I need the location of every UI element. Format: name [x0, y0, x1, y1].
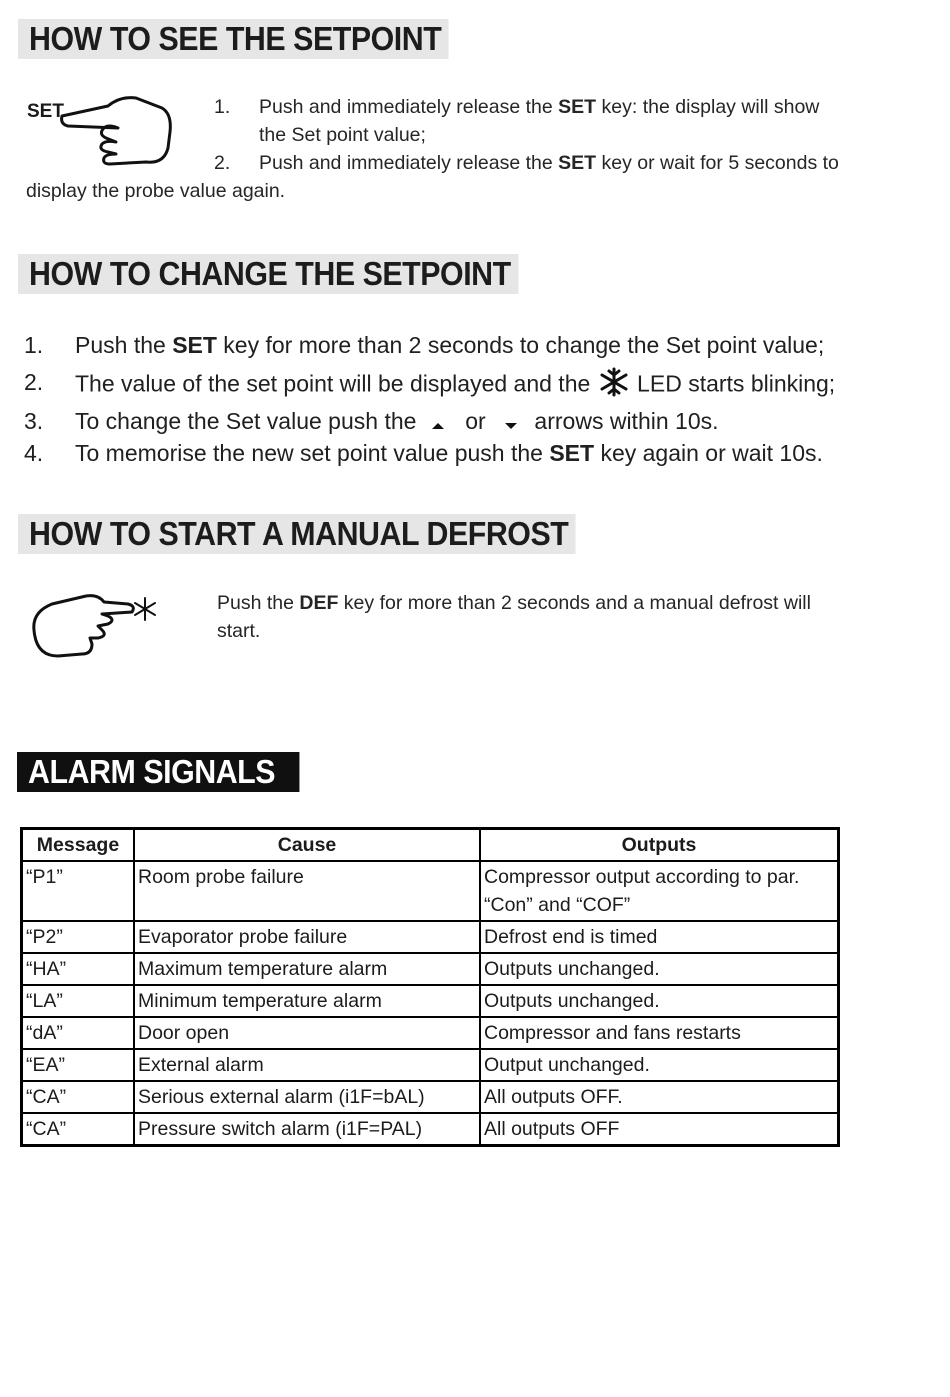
arrow-down-icon — [504, 408, 518, 438]
cause-cell: Serious external alarm (i1F=bAL) — [134, 1081, 480, 1113]
cause-cell: Room probe failure — [134, 861, 480, 921]
set-key-label: SET — [27, 101, 64, 122]
section-title-see-setpoint: HOW TO SEE THE SETPOINT — [18, 19, 449, 59]
outputs-cell: Outputs unchanged. — [480, 985, 839, 1017]
table-row — [22, 1049, 839, 1081]
pointing-hand-icon — [58, 92, 178, 168]
change-step-2-text: The value of the set point will be displayed and the LED starts blinking; — [75, 367, 835, 404]
snowflake-icon — [597, 367, 631, 404]
message-cell: “P1” — [22, 861, 135, 921]
arrow-up-icon — [431, 408, 445, 438]
table-row — [22, 1017, 839, 1049]
outputs-cell: Defrost end is timed — [480, 921, 839, 953]
see-step-2-number: 2. — [214, 152, 231, 174]
change-step-1-text: Push the SET key for more than 2 seconds to change the Set point value; — [75, 332, 825, 358]
change-step-3-number: 3. — [24, 408, 44, 434]
pointing-hand-defrost-icon — [28, 590, 168, 662]
message-cell: “LA” — [22, 985, 135, 1017]
table-row — [22, 985, 839, 1017]
section-title-change-setpoint: HOW TO CHANGE THE SETPOINT — [18, 254, 518, 294]
cause-cell: Pressure switch alarm (i1F=PAL) — [134, 1113, 480, 1146]
message-cell: “CA” — [22, 1113, 135, 1146]
message-cell: “CA” — [22, 1081, 135, 1113]
defrost-text: Push the DEF key for more than 2 seconds and a manual defrost will — [217, 592, 811, 614]
change-step-1-number: 1. — [24, 332, 44, 358]
change-step-4-text: To memorise the new set point value push the SET key again or wait 10s. — [75, 440, 823, 466]
column-header-outputs: Outputs — [480, 829, 839, 862]
see-step-1-text: Push and immediately release the SET key: the display will show — [259, 96, 820, 118]
see-step-1-number: 1. — [214, 96, 231, 118]
section-title-manual-defrost: HOW TO START A MANUAL DEFROST — [18, 514, 576, 554]
table-row — [22, 1113, 839, 1146]
table-row — [22, 921, 839, 953]
column-header-message: Message — [22, 829, 135, 862]
cause-cell: External alarm — [134, 1049, 480, 1081]
table-row — [22, 861, 839, 921]
section-title-alarm-signals: ALARM SIGNALS — [17, 752, 299, 792]
message-cell: “dA” — [22, 1017, 135, 1049]
cause-cell: Evaporator probe failure — [134, 921, 480, 953]
message-cell: “P2” — [22, 921, 135, 953]
change-step-2-number: 2. — [24, 369, 44, 395]
table-row — [22, 953, 839, 985]
see-step-1-continuation: the Set point value; — [259, 124, 426, 146]
defrost-text-continuation: start. — [217, 620, 261, 642]
outputs-cell: Outputs unchanged. — [480, 953, 839, 985]
cause-cell: Minimum temperature alarm — [134, 985, 480, 1017]
table-header-row — [22, 829, 839, 862]
message-cell: “EA” — [22, 1049, 135, 1081]
outputs-cell: All outputs OFF. — [480, 1081, 839, 1113]
table-row — [22, 1081, 839, 1113]
outputs-cell: Output unchanged. — [480, 1049, 839, 1081]
column-header-cause: Cause — [134, 829, 480, 862]
outputs-cell: Compressor output according to par. “Con” and “COF” — [480, 861, 839, 921]
change-step-4-number: 4. — [24, 440, 44, 466]
outputs-cell: Compressor and fans restarts — [480, 1017, 839, 1049]
change-step-3-text: To change the Set value push the or arrows within 10s. — [75, 406, 719, 438]
see-step-2-text: Push and immediately release the SET key or wait for 5 seconds to — [259, 152, 839, 174]
message-cell: “HA” — [22, 953, 135, 985]
alarm-signals-table — [20, 827, 840, 1147]
outputs-cell: All outputs OFF — [480, 1113, 839, 1146]
cause-cell: Maximum temperature alarm — [134, 953, 480, 985]
cause-cell: Door open — [134, 1017, 480, 1049]
see-step-2-continuation: display the probe value again. — [26, 180, 286, 202]
